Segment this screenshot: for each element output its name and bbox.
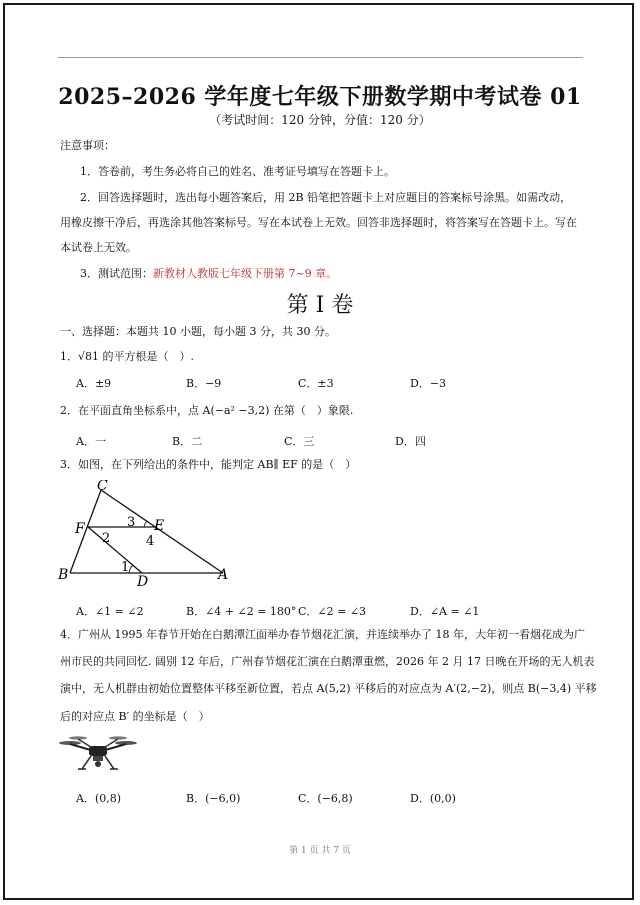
notice-heading: 注意事项： xyxy=(60,139,115,152)
q4-option-b: B．(−6,0) xyxy=(186,792,241,805)
angle-arc-1 xyxy=(129,565,133,573)
q4-line-3: 演中，无人机群由初始位置整体平移至新位置，若点 A(5,2) 平移后的对应点为 A′(2,−2)，则点 B(−3,4) 平移 xyxy=(60,682,597,695)
q4-line-1: 4．广州从 1995 年春节开始在白鹅潭江面举办春节烟花汇演，并连续举办了 18 年，大年初一看烟花成为广 xyxy=(60,628,585,641)
notice-item-3 xyxy=(80,267,337,281)
q2-stem: 2．在平面直角坐标系中，点 A(−a² −3,2) 在第（ ）象限. xyxy=(60,404,354,417)
q3-option-a: A．∠1 = ∠2 xyxy=(76,605,144,618)
q4-line-2: 州市民的共同回忆. 阔别 12 年后，广州春节烟花汇演在白鹅潭重燃，2026 年 2 月 17 日晚在开场的无人机表 xyxy=(60,655,595,668)
section-title: 第 I 卷 xyxy=(286,293,354,318)
q2-option-a: A．一 xyxy=(76,435,106,448)
segment-fd xyxy=(88,527,142,573)
q2-option-b: B．二 xyxy=(172,435,203,448)
q4-option-d: D．(0,0) xyxy=(410,792,456,805)
page-footer: 第 1 页 共 7 页 xyxy=(289,846,351,856)
angle-label-3: 3 xyxy=(127,515,136,530)
q1-option-a: A．±9 xyxy=(76,377,112,390)
q3-option-b: B．∠4 + ∠2 = 180° xyxy=(186,605,297,618)
angle-label-4: 4 xyxy=(146,534,155,549)
q4-option-a: A．(0,8) xyxy=(76,792,122,805)
q4-line-4: 后的对应点 B′ 的坐标是（ ） xyxy=(60,710,210,723)
label-c: C xyxy=(97,480,108,494)
notice-item-2-line-3: 本试卷上无效。 xyxy=(60,241,137,254)
q1-option-d: D．−3 xyxy=(410,377,447,390)
notice-item-1: 1．答卷前，考生务必将自己的姓名、准考证号填写在答题卡上。 xyxy=(80,165,395,178)
q3-geometry-figure xyxy=(55,480,245,590)
q3-option-c: C．∠2 = ∠3 xyxy=(298,605,367,618)
header-rule xyxy=(58,57,583,58)
q3-option-d: D．∠A = ∠1 xyxy=(410,605,480,618)
label-d: D xyxy=(137,574,149,590)
notice-item-2-line-2: 用橡皮擦干净后，再选涂其他答案标号。写在本试卷上无效。回答非选择题时，将答案写在答题卡上。写在 xyxy=(60,216,577,229)
q3-stem: 3．如图，在下列给出的条件中，能判定 AB∥ EF 的是（ ） xyxy=(60,458,357,471)
part1-heading: 一、选择题：本题共 10 小题，每小题 3 分，共 30 分。 xyxy=(60,325,336,338)
q1-stem: 1．√81 的平方根是（ ）. xyxy=(60,350,194,363)
drone-icon xyxy=(58,733,138,781)
q2-option-c: C．三 xyxy=(284,435,315,448)
exam-subtitle: （考试时间：120 分钟，分值：120 分） xyxy=(209,113,431,127)
label-f: F xyxy=(75,521,85,537)
q2-option-d: D．四 xyxy=(395,435,426,448)
label-b: B xyxy=(58,567,69,583)
notice-item-3-prefix: 3．测试范围： xyxy=(80,267,153,280)
angle-label-1: 1 xyxy=(121,560,130,575)
q4-option-c: C．(−6,8) xyxy=(298,792,353,805)
exam-title: 2025–2026 学年度七年级下册数学期中考试卷 01 xyxy=(58,84,582,110)
label-a: A xyxy=(218,567,229,583)
angle-arc-3 xyxy=(144,521,147,527)
label-e: E xyxy=(154,518,165,534)
test-scope: 新教材人教版七年级下册第 7~9 章。 xyxy=(153,267,338,280)
angle-label-2: 2 xyxy=(102,531,111,546)
q1-option-c: C．±3 xyxy=(298,377,334,390)
notice-item-2-line-1: 2．回答选择题时，选出每小题答案后，用 2B 铅笔把答题卡上对应题目的答案标号涂黑。如需改动， xyxy=(80,191,572,204)
q1-option-b: B．−9 xyxy=(186,377,222,390)
